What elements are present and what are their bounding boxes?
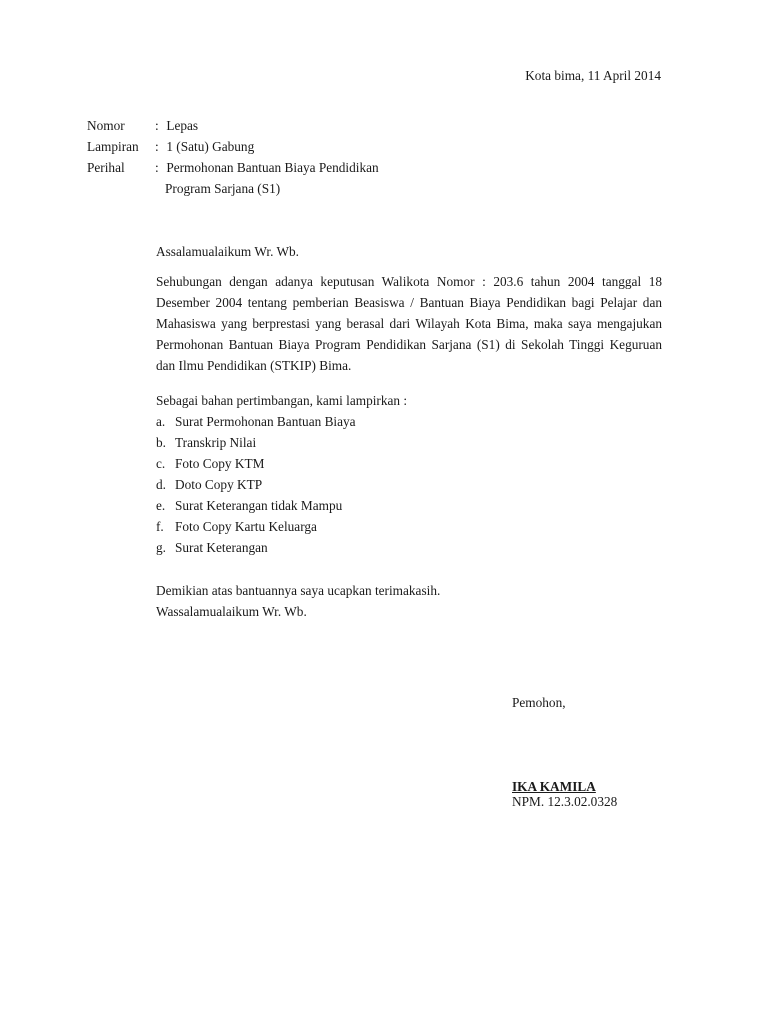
list-item: [156, 516, 662, 537]
closing-salutation: Wassalamualaikum Wr. Wb.: [156, 604, 307, 619]
meta-row-lampiran: [87, 139, 254, 155]
greeting: Assalamualaikum Wr. Wb.: [156, 244, 299, 259]
applicant-label: Pemohon,: [512, 695, 566, 710]
meta-colon: :: [155, 118, 159, 133]
list-text: Doto Copy KTP: [175, 477, 263, 492]
meta-row-perihal: [87, 160, 379, 176]
meta-value: Permohonan Bantuan Biaya Pendidikan: [166, 160, 379, 175]
list-item: [156, 474, 662, 495]
list-letter: e.: [156, 498, 166, 513]
body-paragraph: Sehubungan dengan adanya keputusan Walikota Nomor : 203.6 tahun 2004 tanggal 18 Desember 2004 tentang pemberian Beasiswa / Bantuan Biaya Pendidikan bagi Pelajar dan Mahasiswa yang berprestasi yang berasal dari Wilayah Kota Bima, maka saya mengajukan Permohonan Bantuan Biaya Program Pendidikan Sarjana (S1) di Sekolah Tinggi Keguruan dan Ilmu Pendidikan (STKIP) Bima.: [156, 274, 662, 373]
meta-value: Lepas: [166, 118, 199, 133]
list-text: Surat Keterangan: [175, 540, 268, 555]
list-item: [156, 432, 662, 453]
meta-label: Nomor: [87, 118, 125, 133]
list-item: [156, 537, 662, 558]
list-letter: g.: [156, 540, 166, 555]
meta-label: Lampiran: [87, 139, 139, 154]
closing-thanks: Demikian atas bantuannya saya ucapkan terimakasih.: [156, 583, 441, 598]
list-letter: c.: [156, 456, 166, 471]
list-letter: d.: [156, 477, 166, 492]
applicant-id: NPM. 12.3.02.0328: [512, 794, 618, 809]
list-letter: f.: [156, 519, 164, 534]
list-item: [156, 411, 662, 432]
meta-row-nomor: [87, 118, 198, 134]
attachments-intro: Sebagai bahan pertimbangan, kami lampirkan :: [156, 393, 408, 408]
perihal-continuation: Program Sarjana (S1): [165, 181, 281, 196]
list-letter: a.: [156, 414, 166, 429]
applicant-name: IKA KAMILA: [512, 779, 596, 794]
list-text: Surat Keterangan tidak Mampu: [175, 498, 343, 513]
list-item: [156, 495, 662, 516]
list-item: [156, 453, 662, 474]
list-text: Foto Copy KTM: [175, 456, 265, 471]
list-text: Foto Copy Kartu Keluarga: [175, 519, 317, 534]
attachments-list: [156, 411, 662, 558]
list-letter: b.: [156, 435, 166, 450]
place-date: Kota bima, 11 April 2014: [525, 68, 661, 83]
meta-colon: :: [155, 160, 159, 175]
list-text: Surat Permohonan Bantuan Biaya: [175, 414, 356, 429]
meta-value: 1 (Satu) Gabung: [166, 139, 255, 154]
meta-label: Perihal: [87, 160, 125, 175]
list-text: Transkrip Nilai: [175, 435, 257, 450]
meta-colon: :: [155, 139, 159, 154]
